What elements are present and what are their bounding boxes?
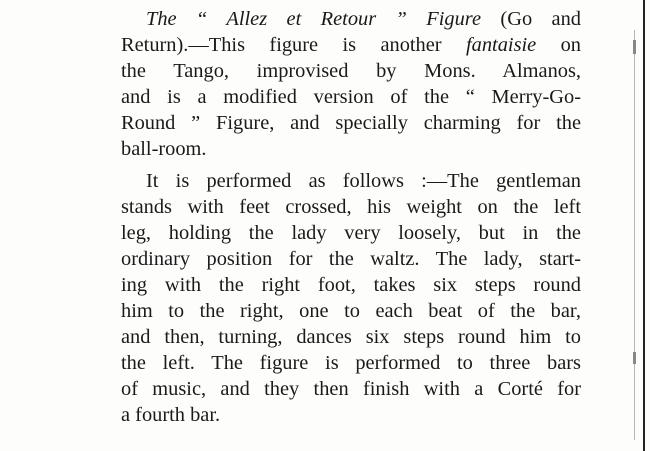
text-line: ball-room.: [121, 138, 207, 160]
text-line-segment: Return).—This figure is another: [121, 34, 466, 56]
text-line: and then, turning, dances six steps round him to: [121, 326, 581, 348]
text-line: leg, holding the lady very loosely, but in the: [121, 222, 581, 244]
text-line-segment: on: [536, 34, 581, 56]
scan-mark: [633, 40, 636, 54]
text-line: of music, and they then finish with a Corté for: [121, 378, 581, 400]
text-line: the left. The figure is performed to three bars: [121, 352, 581, 374]
text-line: [121, 6, 581, 32]
paragraph-performance: [121, 168, 581, 428]
page-inner-edge: [634, 30, 635, 440]
text-line: Round ” Figure, and specially charming for the: [121, 112, 581, 134]
text-line: ing with the right foot, takes six steps round: [121, 274, 581, 296]
text-line: and is a modified version of the “ Merry-Go-: [121, 86, 581, 108]
page-outer-edge: [643, 0, 645, 451]
text-line-segment: (Go and: [481, 8, 581, 30]
paragraph-allez-et-retour: [121, 6, 581, 162]
text-line: him to the right, one to each beat of the bar,: [121, 300, 581, 322]
text-block: [121, 6, 581, 428]
figure-title: The “ Allez et Retour ” Figure: [146, 8, 482, 30]
text-line: [121, 32, 581, 58]
text-line: stands with feet crossed, his weight on the left: [121, 196, 581, 218]
italic-term: fantaisie: [465, 34, 537, 56]
text-line: It is performed as follows :—The gentleman: [146, 170, 581, 192]
scan-mark: [633, 352, 636, 364]
text-line: a fourth bar.: [121, 404, 221, 426]
text-line: ordinary position for the waltz. The lady, start-: [121, 248, 581, 270]
text-line: the Tango, improvised by Mons. Almanos,: [121, 60, 581, 82]
